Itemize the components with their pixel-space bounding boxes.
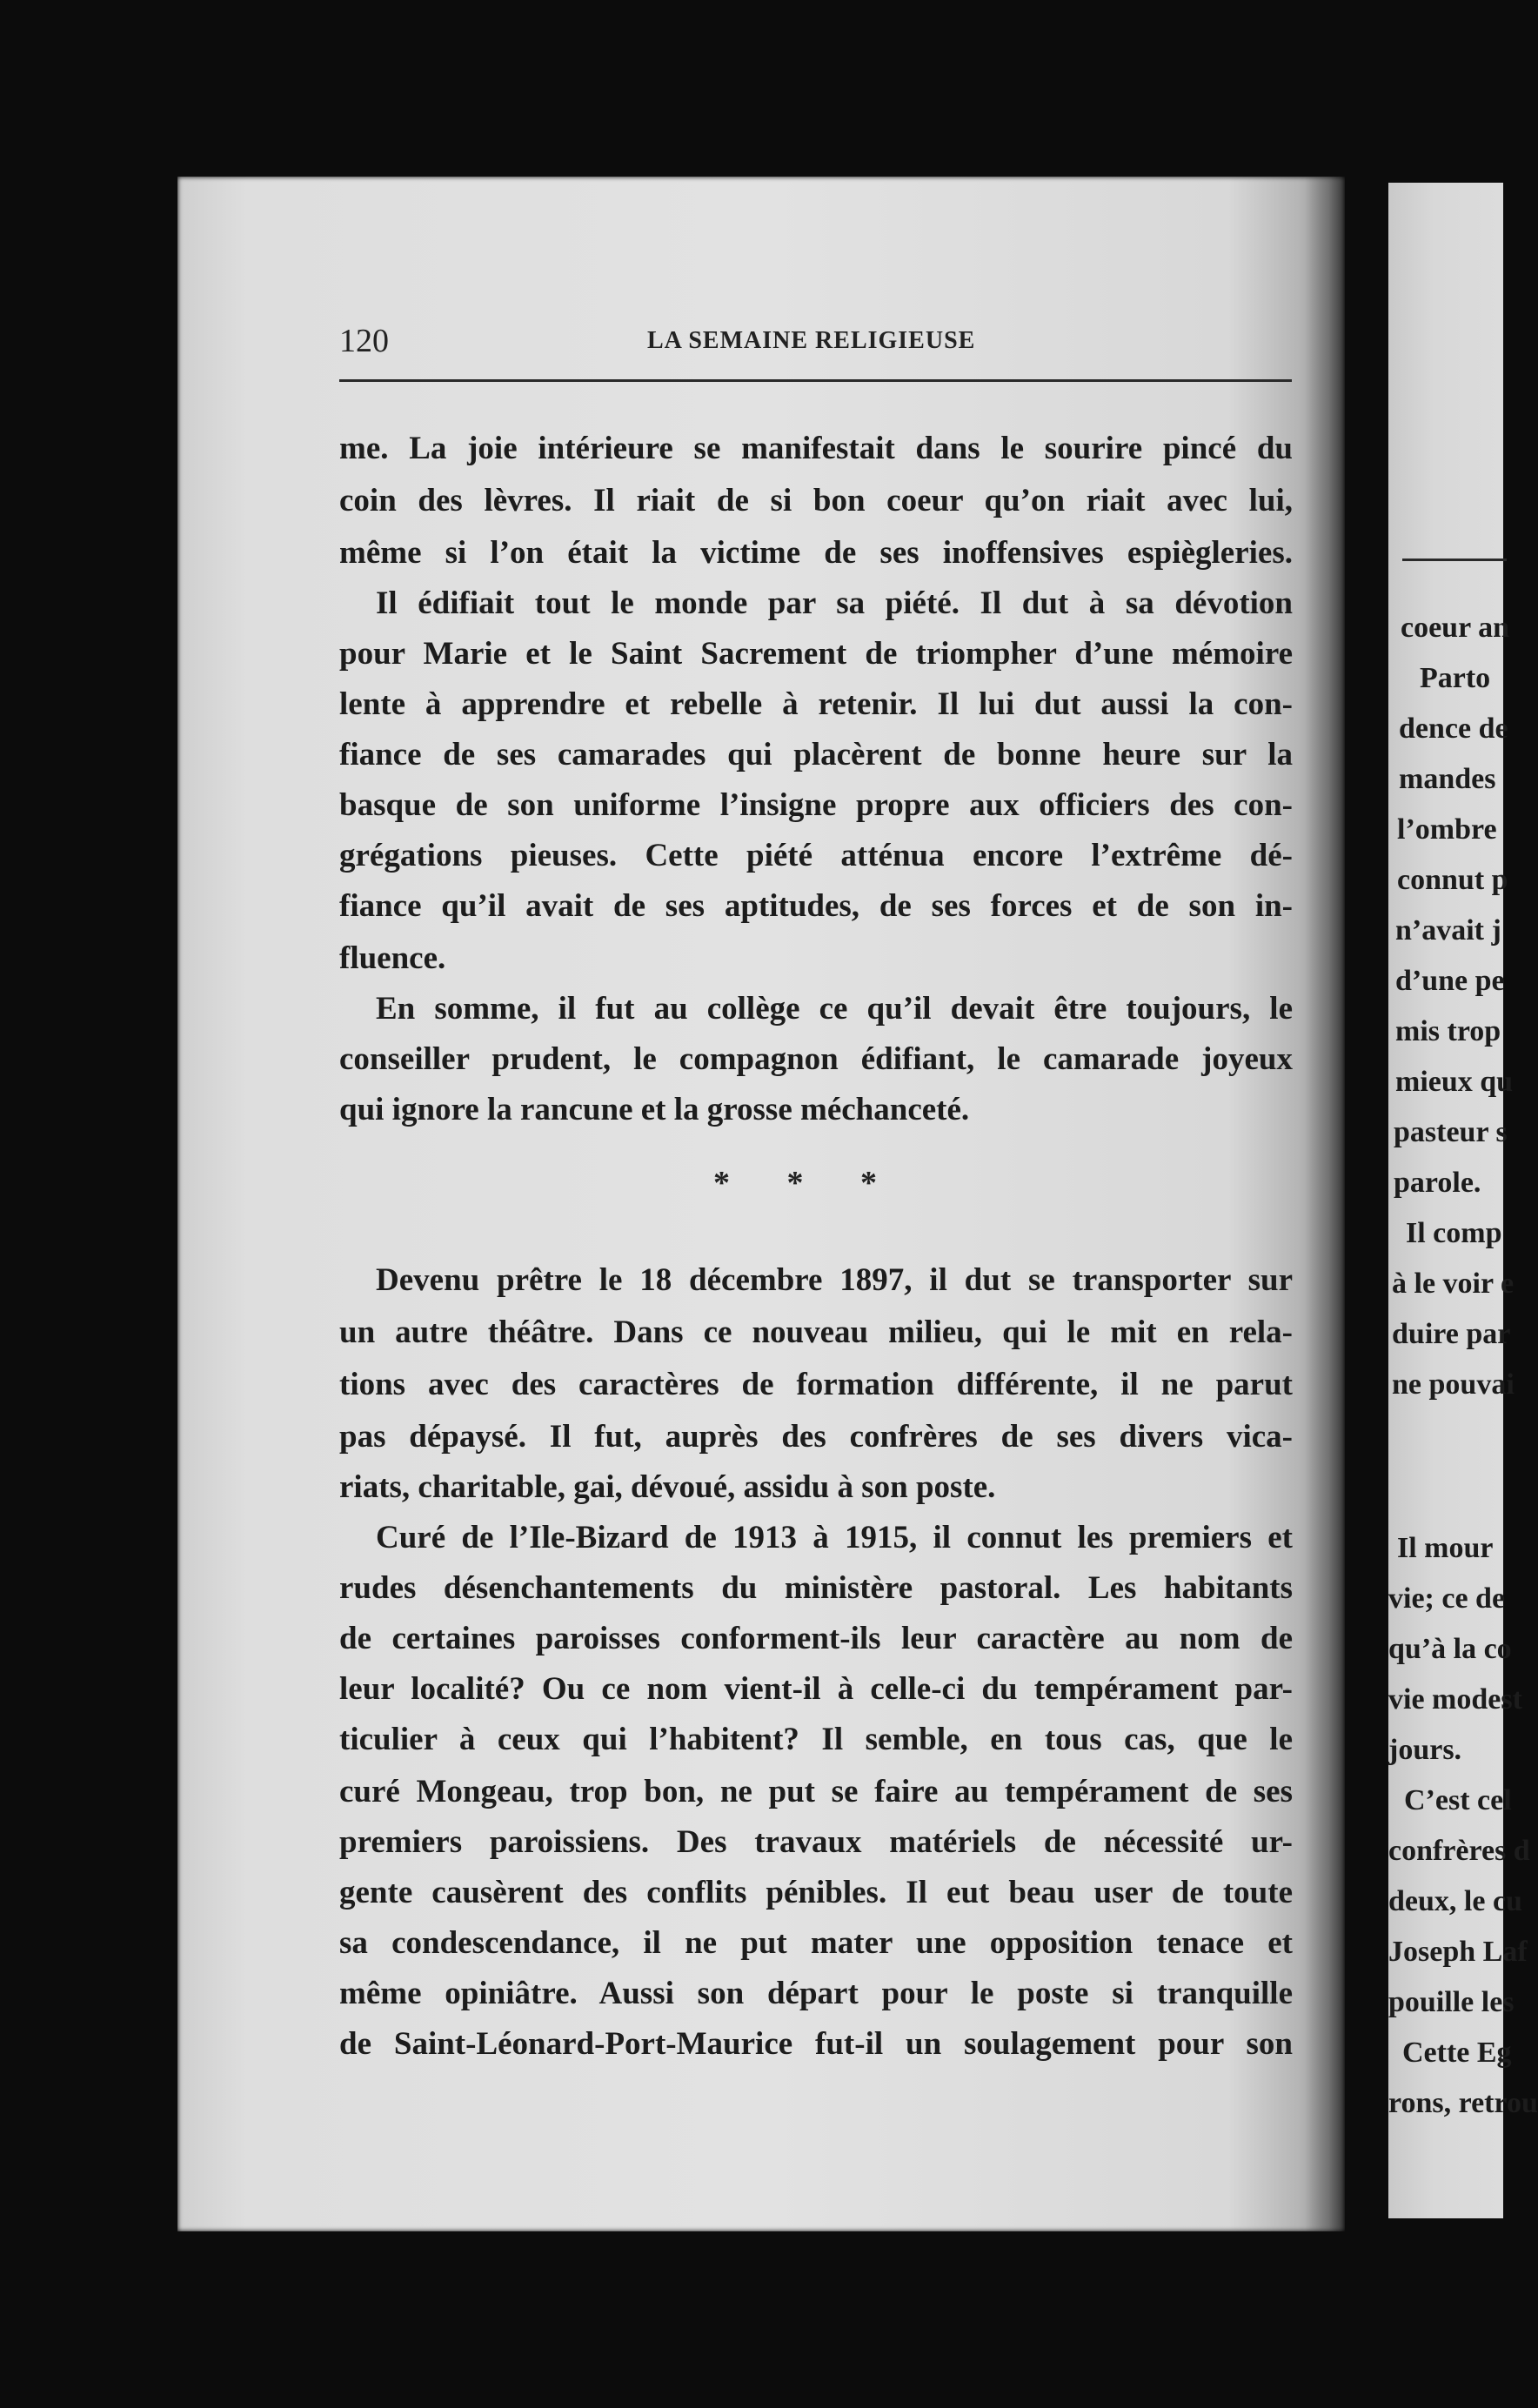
page-number: 120 (339, 323, 389, 359)
text-line: basque de son uniforme l’insigne propre aux officiers des con- (339, 787, 1293, 823)
right-page-line: parole. (1394, 1167, 1481, 1199)
right-page-rule (1402, 559, 1507, 561)
text-line: pour Marie et le Saint Sacrement de triompher d’une mémoire (339, 636, 1293, 672)
right-page-line: vie; ce de (1388, 1582, 1506, 1615)
running-head: LA SEMAINE RELIGIEUSE (647, 327, 976, 354)
book-spine-shadow (1305, 177, 1345, 2231)
right-page-line: coeur an (1401, 612, 1509, 644)
right-page-line: Il mour (1397, 1532, 1494, 1564)
text-line: même si l’on était la victime de ses inoffensives espiègleries. (339, 535, 1293, 571)
right-page-line: Parto (1420, 662, 1491, 694)
text-line: riats, charitable, gai, dévoué, assidu à son poste. (339, 1469, 996, 1505)
text-line: même opiniâtre. Aussi son départ pour le poste si tranquille (339, 1976, 1293, 2011)
text-line: Devenu prêtre le 18 décembre 1897, il dut se transporter sur (376, 1262, 1293, 1298)
text-line: fiance qu’il avait de ses aptitudes, de ses forces et de son in- (339, 888, 1293, 924)
text-line: coin des lèvres. Il riait de si bon coeur qu’on riait avec lui, (339, 483, 1293, 518)
right-page-line: pouille les (1388, 1986, 1515, 2018)
right-page-line: vie modest (1388, 1683, 1522, 1716)
text-line: fiance de ses camarades qui placèrent de bonne heure sur la (339, 737, 1293, 773)
right-page-line: à le voir e (1392, 1268, 1515, 1300)
right-page-line: confrères d (1388, 1835, 1530, 1867)
text-line: de certaines paroisses conforment-ils leur caractère au nom de (339, 1621, 1293, 1656)
text-line: Il édifiait tout le monde par sa piété. Il dut à sa dévotion (376, 585, 1293, 621)
right-page-line: C’est cel (1404, 1784, 1512, 1816)
text-line: lente à apprendre et rebelle à retenir. Il lui dut aussi la con- (339, 686, 1293, 722)
right-page-line: l’ombre (1397, 813, 1497, 846)
text-line: ticulier à ceux qui l’habitent? Il semble, en tous cas, que le (339, 1722, 1293, 1757)
right-page-line: mis trop (1395, 1015, 1501, 1047)
text-line: sa condescendance, il ne put mater une opposition tenace et (339, 1925, 1293, 1961)
text-line: conseiller prudent, le compagnon édifiant, le camarade joyeux (339, 1041, 1293, 1077)
text-line: tions avec des caractères de formation différente, il ne parut (339, 1367, 1293, 1402)
text-line: rudes désenchantements du ministère pastoral. Les habitants (339, 1570, 1293, 1606)
right-page-line: rons, retrou (1388, 2087, 1538, 2119)
text-line: premiers paroissiens. Des travaux matériels de nécessité ur- (339, 1824, 1293, 1860)
text-line: grégations pieuses. Cette piété atténua encore l’extrême dé- (339, 838, 1293, 873)
right-page-line: Il comp (1406, 1217, 1502, 1249)
text-line: fluence. (339, 940, 446, 976)
right-page-line: dence de (1399, 712, 1508, 745)
right-page-line: Joseph Laf (1388, 1936, 1528, 1968)
text-line: de Saint-Léonard-Port-Maurice fut-il un soulagement pour son (339, 2026, 1293, 2062)
right-page-line: jours. (1388, 1734, 1462, 1766)
right-page-line: n’avait j (1395, 914, 1501, 946)
right-page-line: ne pouvai (1392, 1368, 1515, 1401)
right-page-line: deux, le cu (1388, 1885, 1522, 1917)
right-page-line: connut p (1397, 864, 1508, 896)
text-line: leur localité? Ou ce nom vient-il à celle-ci du tempérament par- (339, 1671, 1293, 1707)
text-line: qui ignore la rancune et la grosse méchanceté. (339, 1092, 970, 1127)
right-page-line: pasteur s (1394, 1116, 1508, 1148)
text-line: gente causèrent des conflits pénibles. Il eut beau user de toute (339, 1875, 1293, 1910)
right-page-line: duire par (1392, 1318, 1511, 1350)
right-page-line: qu’à la co (1388, 1633, 1512, 1665)
right-page-line: d’une pe (1395, 965, 1505, 997)
text-line: curé Mongeau, trop bon, ne put se faire au tempérament de ses (339, 1774, 1293, 1809)
text-line: un autre théâtre. Dans ce nouveau milieu, qui le mit en rela- (339, 1314, 1293, 1350)
right-page-line: Cette Eg (1402, 2037, 1512, 2069)
right-page-fragment (1388, 183, 1538, 2218)
text-line: pas dépaysé. Il fut, auprès des confrères de ses divers vica- (339, 1419, 1293, 1455)
text-line: Curé de l’Ile-Bizard de 1913 à 1915, il connut les premiers et (376, 1520, 1293, 1555)
text-line: En somme, il fut au collège ce qu’il devait être toujours, le (376, 991, 1293, 1027)
right-page-line: mieux qu (1395, 1066, 1514, 1098)
section-ornament: * * * (713, 1165, 901, 1201)
text-line: me. La joie intérieure se manifestait dans le sourire pincé du (339, 431, 1293, 466)
right-page-line: mandes (1399, 763, 1496, 795)
header-rule (339, 379, 1292, 382)
